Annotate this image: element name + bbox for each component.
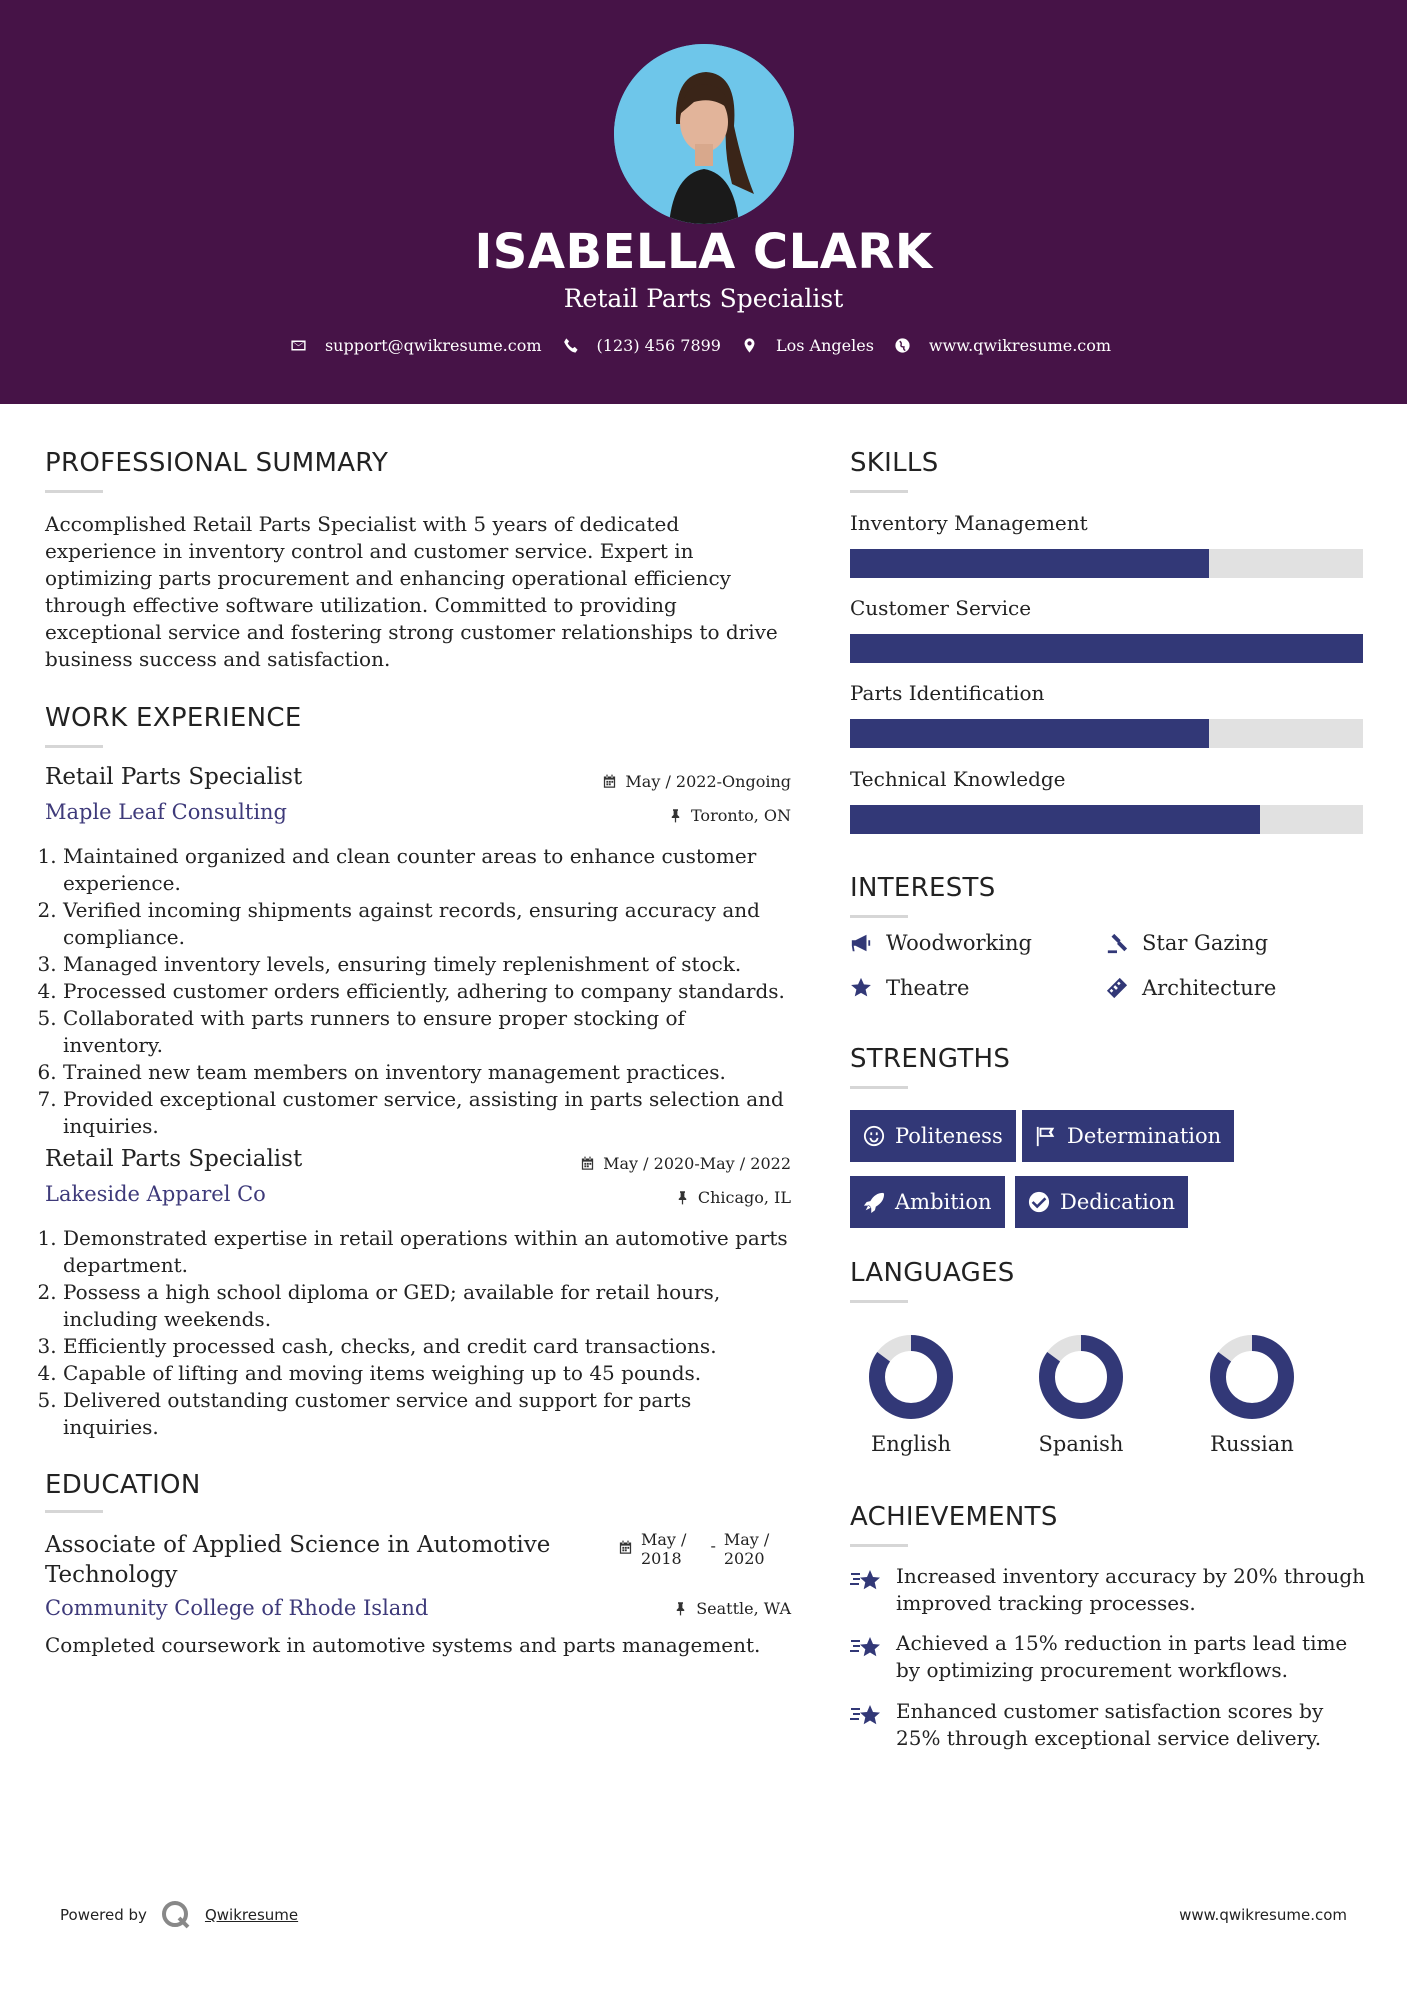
summary-heading-rule	[45, 490, 103, 493]
list-item: 1. Maintained organized and clean counter areas to enhance customer experience.	[63, 843, 790, 897]
degree-title: Associate of Applied Science in Automotive Technology	[45, 1532, 551, 1588]
education-end-year: 2020	[723, 1549, 765, 1568]
shooting-star-icon	[850, 1700, 884, 1730]
interest-label: Star Gazing	[1142, 931, 1269, 955]
date-separator: -	[710, 1536, 716, 1555]
contact-website-text: www.qwikresume.com	[928, 336, 1112, 355]
language-donut	[1207, 1332, 1297, 1422]
list-item: 5. Collaborated with parts runners to ensure proper stocking of inventory.	[63, 1005, 790, 1059]
qwikresume-logo-icon	[161, 1900, 191, 1930]
interest-label: Architecture	[1142, 976, 1277, 1000]
strength-label: Politeness	[895, 1124, 1003, 1148]
ruler-icon	[1106, 977, 1128, 999]
interests-heading-rule	[850, 915, 908, 918]
strength-label: Dedication	[1060, 1190, 1176, 1214]
contact-phone-text: (123) 456 7899	[596, 336, 721, 355]
contact-email[interactable]	[290, 336, 542, 355]
pushpin-icon	[668, 808, 683, 823]
experience-heading-rule	[45, 745, 103, 748]
summary-text: Accomplished Retail Parts Specialist with 5 years of dedicated experience in inventory control and customer service. Expert in optimizing parts procurement and enhancing operational efficiency through effective software utilization. Committed to providing exceptional service and fostering strong customer relationships to drive business success and satisfaction.	[45, 512, 778, 671]
achievement-item	[850, 1563, 1370, 1617]
skills-heading-rule	[850, 490, 908, 493]
phone-icon	[562, 337, 579, 354]
envelope-icon	[290, 337, 307, 354]
strength-label: Ambition	[895, 1190, 992, 1214]
list-item: 7. Provided exceptional customer service, assisting in parts selection and inquiries.	[63, 1086, 790, 1140]
interest-item	[1106, 976, 1276, 1000]
skill-bar	[850, 549, 1363, 578]
skill-name: Technical Knowledge	[850, 767, 1066, 791]
list-item: 6. Trained new team members on inventory management practices.	[63, 1059, 790, 1086]
education-heading: EDUCATION	[45, 1470, 201, 1500]
language-name: Spanish	[1038, 1432, 1124, 1456]
skill-name: Customer Service	[850, 596, 1032, 620]
education-location-text: Seattle, WA	[696, 1599, 791, 1618]
strengths-heading: STRENGTHS	[850, 1044, 1011, 1074]
education-start-year: 2018	[641, 1549, 682, 1568]
job-responsibilities	[45, 1225, 790, 1441]
skill-bar	[850, 805, 1363, 834]
list-item: 5. Delivered outstanding customer service and support for parts inquiries.	[63, 1387, 790, 1441]
job-company: Maple Leaf Consulting	[45, 800, 288, 824]
achievement-text: Achieved a 15% reduction in parts lead time by optimizing procurement workflows.	[896, 1631, 1348, 1682]
qwikresume-link[interactable]: Qwikresume	[204, 1906, 299, 1924]
school-name: Community College of Rhode Island	[45, 1596, 429, 1620]
interest-label: Theatre	[886, 976, 970, 1000]
strength-badge	[850, 1110, 1016, 1162]
languages-heading: LANGUAGES	[850, 1258, 1015, 1288]
skill-bar-fill	[850, 549, 1209, 578]
pushpin-icon	[673, 1601, 688, 1616]
language-name: Russian	[1210, 1432, 1294, 1456]
list-item: 2. Verified incoming shipments against records, ensuring accuracy and compliance.	[63, 897, 790, 951]
calendar-icon	[580, 1156, 595, 1171]
interest-item	[850, 976, 969, 1000]
language-donut	[1036, 1332, 1126, 1422]
job-title: Retail Parts Specialist	[45, 764, 303, 790]
footer-website[interactable]: www.qwikresume.com	[1179, 1906, 1347, 1924]
job-title: Retail Parts Specialist	[45, 1146, 303, 1172]
education-description: Completed coursework in automotive systems and parts management.	[45, 1633, 761, 1657]
list-item: 2. Possess a high school diploma or GED; available for retail hours, including weekends.	[63, 1279, 790, 1333]
contact-email-text: support@qwikresume.com	[324, 336, 542, 355]
footer-powered-by	[60, 1900, 298, 1930]
education-start-date	[641, 1530, 686, 1568]
language-item	[1192, 1332, 1312, 1456]
interest-item	[1106, 931, 1268, 955]
interest-label: Woodworking	[886, 931, 1032, 955]
achievement-text: Enhanced customer satisfaction scores by 25% through exceptional service delivery.	[896, 1699, 1324, 1750]
job-location-text: Chicago, IL	[697, 1188, 791, 1207]
strength-label: Determination	[1067, 1124, 1222, 1148]
candidate-name: ISABELLA CLARK	[474, 224, 933, 280]
language-item	[1021, 1332, 1141, 1456]
achievements-heading-rule	[850, 1544, 908, 1547]
strength-badge	[850, 1176, 1005, 1228]
list-item: 4. Capable of lifting and moving items weighing up to 45 pounds.	[63, 1360, 790, 1387]
achievements-heading: ACHIEVEMENTS	[850, 1502, 1058, 1532]
skill-bar	[850, 719, 1363, 748]
map-pin-icon	[741, 337, 758, 354]
interest-item	[850, 931, 1032, 955]
contact-bar	[0, 336, 1407, 355]
smile-icon	[863, 1125, 885, 1147]
candidate-title: Retail Parts Specialist	[563, 284, 844, 313]
language-item	[851, 1332, 971, 1456]
resume-header	[0, 0, 1407, 404]
skill-name: Inventory Management	[850, 511, 1088, 535]
education-start-month: May /	[641, 1530, 687, 1549]
pushpin-icon	[675, 1190, 690, 1205]
flag-icon	[1035, 1125, 1057, 1147]
interests-heading: INTERESTS	[850, 873, 996, 903]
megaphone-icon	[850, 932, 872, 954]
list-item: 4. Processed customer orders efficiently, adhering to company standards.	[63, 978, 790, 1005]
skill-name: Parts Identification	[850, 681, 1045, 705]
star-icon	[850, 977, 872, 999]
job-responsibilities	[45, 843, 790, 1140]
achievement-text: Increased inventory accuracy by 20% through improved tracking processes.	[896, 1564, 1366, 1615]
job-location	[540, 806, 791, 825]
strength-badge	[1015, 1176, 1188, 1228]
list-item: 3. Efficiently processed cash, checks, and credit card transactions.	[63, 1333, 790, 1360]
check-circle-icon	[1028, 1191, 1050, 1213]
strengths-heading-rule	[850, 1086, 908, 1089]
gavel-icon	[1106, 932, 1128, 954]
skill-bar-fill	[850, 805, 1260, 834]
job-dates-text: May / 2020-May / 2022	[603, 1154, 791, 1173]
skill-bar-fill	[850, 719, 1209, 748]
job-dates-text: May / 2022-Ongoing	[625, 772, 791, 791]
job-location	[540, 1188, 791, 1207]
profile-photo	[614, 44, 794, 224]
skill-bar-fill	[850, 634, 1363, 663]
list-item: 3. Managed inventory levels, ensuring timely replenishment of stock.	[63, 951, 790, 978]
job-location-text: Toronto, ON	[691, 806, 791, 825]
languages-heading-rule	[850, 1300, 908, 1303]
education-heading-rule	[45, 1510, 103, 1513]
summary-heading: PROFESSIONAL SUMMARY	[45, 448, 389, 478]
globe-icon	[894, 337, 911, 354]
contact-location	[741, 336, 874, 355]
language-donut	[866, 1332, 956, 1422]
education-end-month: May /	[723, 1530, 770, 1549]
achievement-item	[850, 1698, 1370, 1752]
shooting-star-icon	[850, 1565, 884, 1595]
achievement-item	[850, 1630, 1370, 1684]
rocket-icon	[863, 1191, 885, 1213]
job-company: Lakeside Apparel Co	[45, 1182, 266, 1206]
contact-website[interactable]	[894, 336, 1111, 355]
experience-heading: WORK EXPERIENCE	[45, 703, 302, 733]
powered-by-label: Powered by	[60, 1906, 147, 1924]
calendar-icon	[618, 1540, 633, 1555]
job-dates	[540, 1154, 791, 1173]
job-dates	[540, 772, 791, 791]
contact-location-text: Los Angeles	[775, 336, 874, 355]
skills-heading: SKILLS	[850, 448, 939, 478]
list-item: 1. Demonstrated expertise in retail operations within an automotive parts department.	[63, 1225, 790, 1279]
skill-bar	[850, 634, 1363, 663]
contact-phone[interactable]	[562, 336, 721, 355]
calendar-icon	[602, 774, 617, 789]
language-name: English	[870, 1432, 952, 1456]
education-end-date	[724, 1530, 769, 1568]
shooting-star-icon	[850, 1632, 884, 1662]
strength-badge	[1022, 1110, 1234, 1162]
education-dates	[618, 1530, 793, 1568]
education-location	[540, 1599, 791, 1618]
